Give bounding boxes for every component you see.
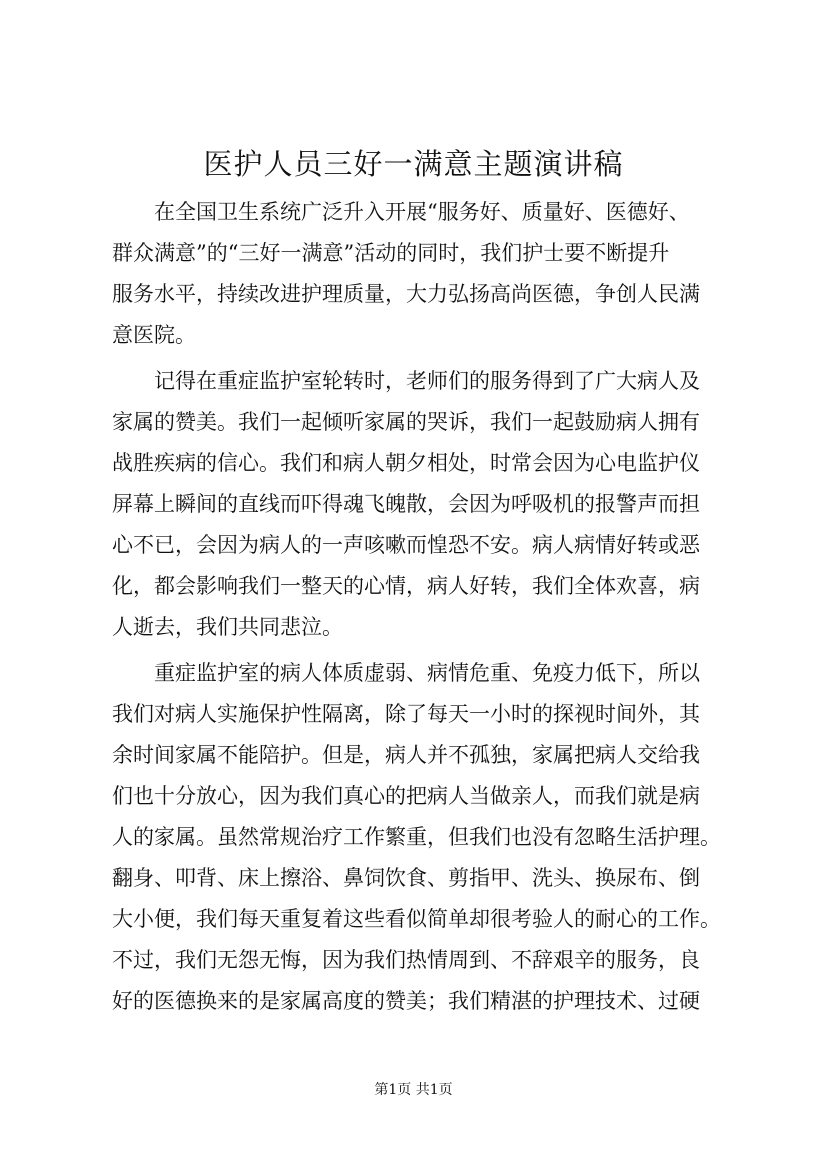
text-line: 家属的赞美。我们一起倾听家属的哭诉，我们一起鼓励病人拥有 xyxy=(112,410,700,434)
text-line: 余时间家属不能陪护。但是，病人并不孤独，家属把病人交给我 xyxy=(112,743,700,767)
text-line: 重症监护室的病人体质虚弱、病情危重、免疫力低下，所以 xyxy=(154,661,700,685)
text-line: 群众满意”的“三好一满意”活动的同时，我们护士要不断提升 xyxy=(112,241,670,265)
paragraph xyxy=(112,361,726,648)
text-line: 战胜疾病的信心。我们和病人朝夕相处，时常会因为心电监护仪 xyxy=(112,451,700,475)
text-line: 翻身、叩背、床上擦浴、鼻饲饮食、剪指甲、洗头、换尿布、倒 xyxy=(112,866,700,890)
text-line: 服务水平，持续改进护理质量，大力弘扬高尚医德，争创人民满 xyxy=(112,282,700,306)
paragraph xyxy=(112,192,726,356)
text-line: 大小便，我们每天重复着这些看似简单却很考验人的耐心的工作。 xyxy=(112,907,721,931)
page-footer: 第1页 共1页 xyxy=(374,1082,453,1098)
text-line: 记得在重症监护室轮转时，老师们的服务得到了广大病人及 xyxy=(154,369,700,393)
text-line: 屏幕上瞬间的直线而吓得魂飞魄散，会因为呼吸机的报警声而担 xyxy=(112,492,700,516)
page-title: 医护人员三好一满意主题演讲稿 xyxy=(203,147,624,181)
text-line: 在全国卫生系统广泛升入开展“服务好、质量好、医德好、 xyxy=(154,200,690,224)
text-line: 不过，我们无怨无悔，因为我们热情周到、不辞艰辛的服务，良 xyxy=(112,948,700,972)
text-line: 们也十分放心，因为我们真心的把病人当做亲人，而我们就是病 xyxy=(112,784,700,808)
paragraph xyxy=(112,653,726,1022)
text-line: 我们对病人实施保护性隔离，除了每天一小时的探视时间外，其 xyxy=(112,702,700,726)
text-line: 意医院。 xyxy=(112,323,196,347)
text-line: 好的医德换来的是家属高度的赞美；我们精湛的护理技术、过硬 xyxy=(112,989,700,1013)
text-line: 人的家属。虽然常规治疗工作繁重，但我们也没有忽略生活护理。 xyxy=(112,825,721,849)
text-line: 人逝去，我们共同悲泣。 xyxy=(112,615,343,639)
document-body xyxy=(112,192,726,1022)
text-line: 化，都会影响我们一整天的心情，病人好转，我们全体欢喜，病 xyxy=(112,574,700,598)
text-line: 心不已，会因为病人的一声咳嗽而惶恐不安。病人病情好转或恶 xyxy=(112,533,700,557)
